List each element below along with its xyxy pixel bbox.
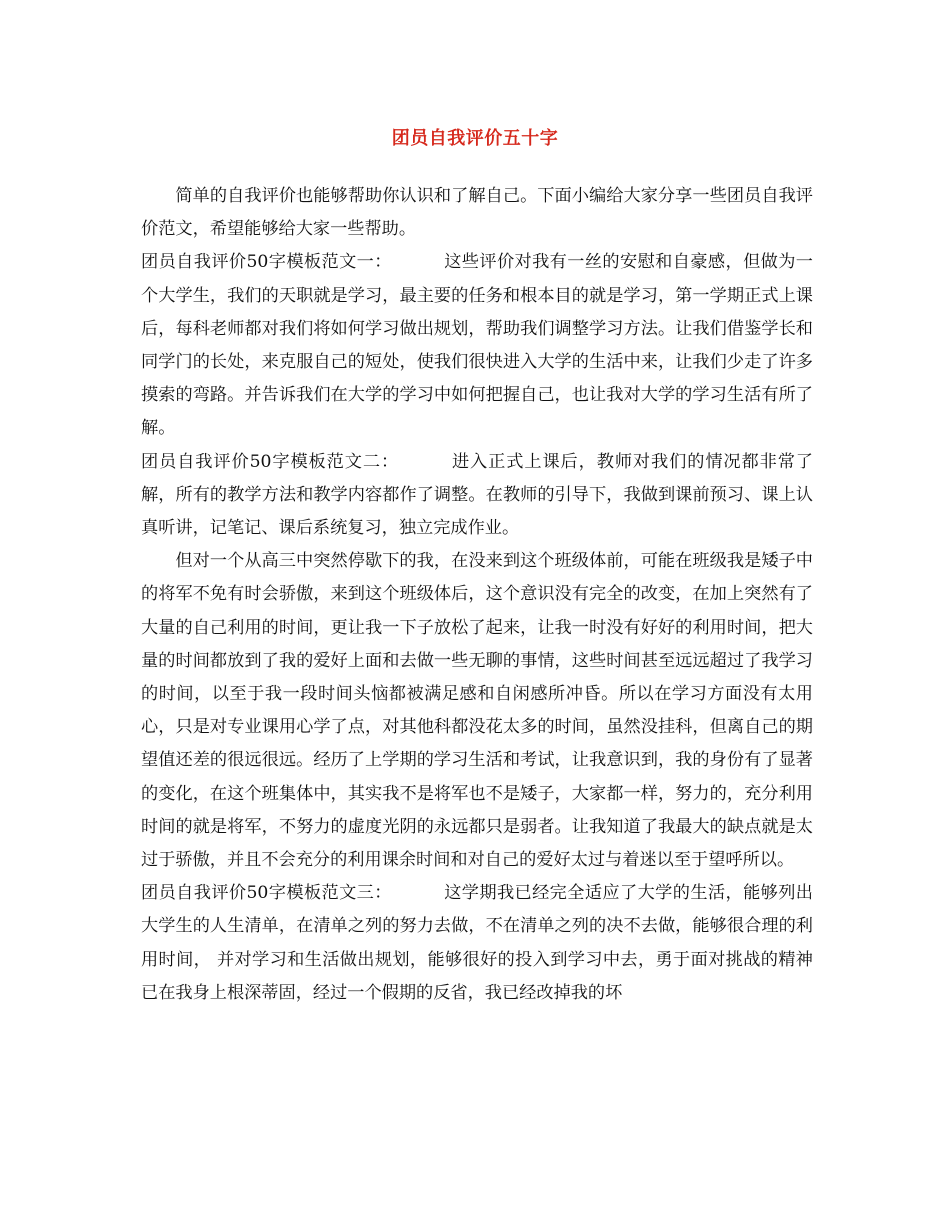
section-three-paragraph <box>141 877 813 1010</box>
section-two-heading: 团员自我评价50字模板范文二： <box>141 451 400 472</box>
section-three-heading: 团员自我评价50字模板范文三： <box>141 883 392 904</box>
document-body <box>141 180 813 1010</box>
document-title: 团员自我评价五十字 <box>391 128 559 149</box>
section-one-text: 这些评价对我有一丝的安慰和自豪感，但做为一个大学生，我们的天职就是学习，最主要的任务和根本目的就是学习，第一学期正式上课后，每科老师都对我们将如何学习做出规划，帮助我们调整学习方法。让我们借鉴学长和同学门的长处，来克服自己的短处，使我们很快进入大学的生活中来，让我们少走了许多摸索的弯路。并告诉我们在大学的学习中如何把握自己，也让我对大学的学习生活有所了解。 <box>141 252 813 439</box>
section-three-text: 这学期我已经完全适应了大学的生活，能够列出大学生的人生清单，在清单之列的努力去做，不在清单之列的决不去做，能够很合理的利用时间， 并对学习和生活做出规划，能够很好的投入到学习中去，勇于面对挑战的精神已在我身上根深蒂固，经过一个假期的反省，我已经改掉我的坏 <box>141 883 813 1003</box>
section-one-heading: 团员自我评价50字模板范文一： <box>141 252 392 273</box>
section-one-paragraph <box>141 246 813 445</box>
reflection-paragraph: 但对一个从高三中突然停歇下的我，在没来到这个班级体前，可能在班级我是矮子中的将军不免有时会骄傲，来到这个班级体后，这个意识没有完全的改变，在加上突然有了大量的自己利用的时间，更让我一下子放松了起来，让我一时没有好好的利用时间，把大量的时间都放到了我的爱好上面和去做一些无聊的事情，这些时间甚至远远超过了我学习的时间，以至于我一段时间头恼都被满足感和自闲感所冲昏。所以在学习方面没有太用心，只是对专业课用心学了点，对其他科都没花太多的时间，虽然没挂科，但离自己的期望值还差的很远很远。经历了上学期的学习生活和考试，让我意识到，我的身份有了显著的变化，在这个班集体中，其实我不是将军也不是矮子，大家都一样，努力的，充分利用时间的就是将军，不努力的虚度光阴的永远都只是弱者。让我知道了我最大的缺点就是太过于骄傲，并且不会充分的利用课余时间和对自己的爱好太过与着迷以至于望呼所以。 <box>141 551 813 871</box>
intro-paragraph: 简单的自我评价也能够帮助你认识和了解自己。下面小编给大家分享一些团员自我评价范文，希望能够给大家一些帮助。 <box>141 186 813 240</box>
section-two-text: 进入正式上课后，教师对我们的情况都非常了解，所有的教学方法和教学内容都作了调整。在教师的引导下，我做到课前预习、课上认真听讲，记笔记、课后系统复习，独立完成作业。 <box>141 451 813 539</box>
section-two-paragraph <box>141 446 813 546</box>
